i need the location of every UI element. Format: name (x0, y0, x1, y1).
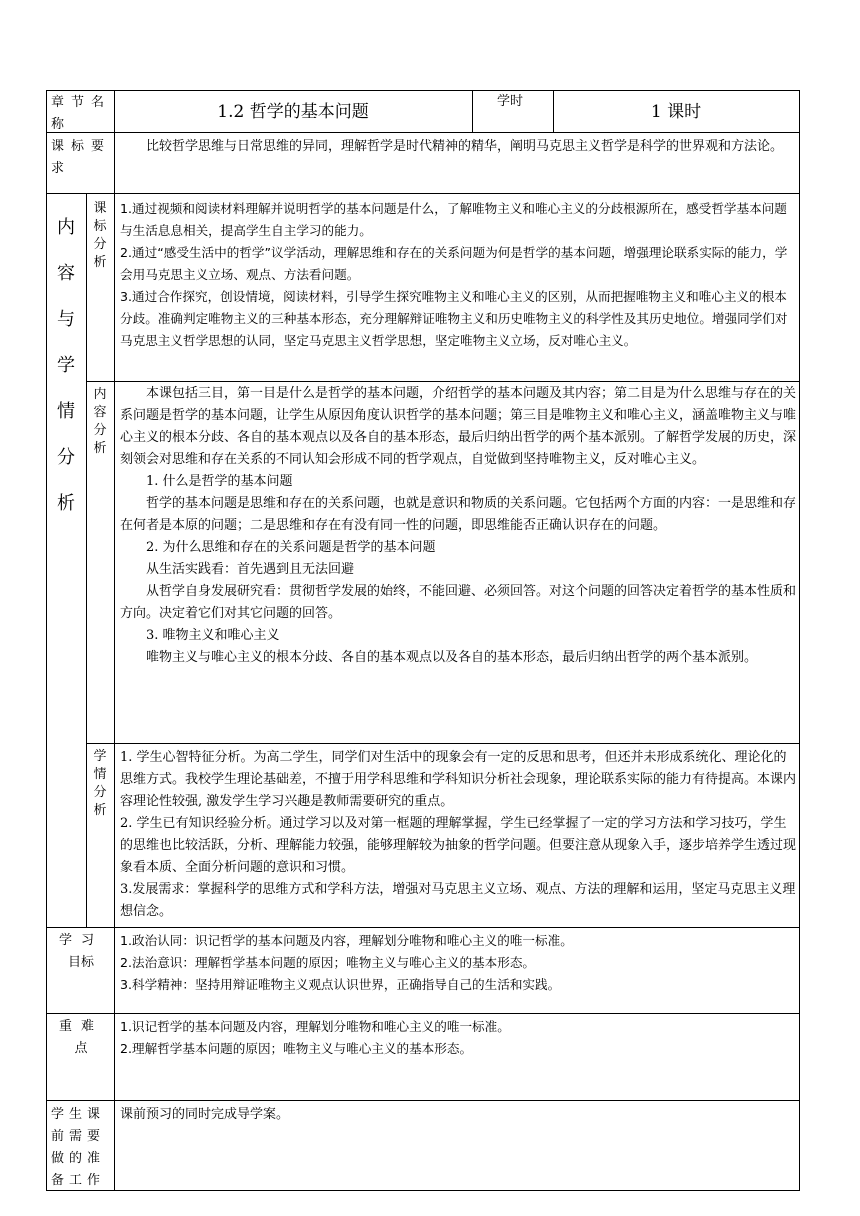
analysis-label-chars (46, 205, 86, 527)
label-char: 情 (57, 401, 75, 422)
goal-item: 2.法治意识：理解哲学基本问题的原因；唯物主义与唯心主义的基本形态。 (120, 955, 536, 970)
students-item: 2. 学生已有知识经验分析。通过学习以及对第一框题的理解掌握，学生已经掌握了一定的学习方法和学习技巧，学生的思维也比较活跃，分析、理解能力较强，能够理解较为抽象的哲学问题。但要注意从现象入手，逐步培养学生透过现象看本质、全面分析问题的意识和习惯。 (120, 816, 797, 875)
curriculum-item: 1.通过视频和阅读材料理解并说明哲学的基本问题是什么，了解唯物主义和唯心主义的分歧根源所在，感受哲学基本问题与生活息息相关，提高学生自主学习的能力。 (120, 201, 787, 238)
content-para-3: 唯物主义与唯心主义的根本分歧、各自的基本观点以及各自的基本形态，最后归纳出哲学的两个基本派别。 (146, 650, 758, 665)
content-heading-2: 2. 为什么思维和存在的关系问题是哲学的基本问题 (146, 540, 436, 555)
curriculum-item: 2.通过“感受生活中的哲学”议学活动，理解思维和存在的关系问题为何是哲学的基本问题，增强理论联系实际的能力，学会用马克思主义立场、观点、方法看问题。 (120, 245, 788, 282)
label-char: 析 (93, 441, 107, 456)
students-item: 3.发展需求：掌握科学的思维方式和学科方法，增强对马克思主义立场、观点、方法的理解和运用，坚定马克思主义理想信念。 (120, 882, 796, 919)
standard-text: 比较哲学思维与日常思维的异同，理解哲学是时代精神的精华，阐明马克思主义哲学是科学的世界观和方法论。 (146, 139, 784, 154)
label-char: 分 (93, 237, 107, 252)
content-heading-3: 3. 唯物主义和唯心主义 (146, 628, 280, 643)
label-char: 学 (57, 355, 75, 376)
curriculum-label (86, 200, 114, 272)
table-border (46, 927, 800, 928)
table-border (86, 743, 800, 744)
table-border (114, 193, 115, 928)
label-char: 与 (57, 309, 75, 330)
table-border (472, 90, 473, 133)
table-border (46, 1100, 800, 1101)
content-para-2a: 从生活实践看：首先遇到且无法回避 (146, 562, 355, 577)
label-char: 分 (57, 447, 75, 468)
students-item: 1. 学生心智特征分析。为高二学生，同学们对生活中的现象会有一定的反思和思考，但还并未形成系统化、理论化的思维方式。我校学生理论基础差，不擅于用学科思维和学科知识分析社会现象，理论联系实际的能力有待提高。本课内容理论性较强, 激发学生学习兴趣是教师需要研究的重点。 (120, 750, 797, 809)
keypoints-text (120, 1016, 796, 1060)
label-char: 容 (93, 405, 107, 420)
goals-label: 学习 目标 (58, 933, 103, 970)
hours-label: 学时 (497, 94, 524, 109)
content-para-1: 哲学的基本问题是思维和存在的关系问题，也就是意识和物质的关系问题。它包括两个方面的内容：一是思维和存在何者是本原的问题；二是思维和存在有没有同一性的问题，即思维能否正确认识存在的问题。 (120, 496, 797, 533)
chapter-title: 1.2 哲学的基本问题 (217, 102, 369, 122)
label-char: 情 (93, 767, 107, 782)
label-char: 析 (93, 803, 107, 818)
table-border (46, 132, 800, 133)
analysis-label (46, 205, 86, 527)
label-char: 分 (93, 785, 107, 800)
content-para-2b: 从哲学自身发展研究看：贯彻哲学发展的始终，不能回避、必须回答。对这个问题的回答决定着哲学的基本性质和方向。决定着它们对其它问题的回答。 (120, 584, 797, 621)
table-border (46, 1013, 800, 1014)
goal-item: 3.科学精神：坚持用辩证唯物主义观点认识世界，正确指导自己的生活和实践。 (120, 977, 561, 992)
label-char: 学 (93, 749, 107, 764)
hours-value: 1 课时 (650, 102, 702, 122)
label-char: 析 (57, 493, 75, 514)
content-intro: 本课包括三目，第一目是什么是哲学的基本问题，介绍哲学的基本问题及其内容；第二目是为什么思维与存在的关系问题是哲学的基本问题，让学生从原因角度认识哲学的基本问题；第三目是唯物主义和唯心主义，涵盖唯物主义与唯心主义的根本分歧、各自的基本观点以及各自的基本形态，最后归纳出哲学的两个基本派别。了解哲学发展的历史，深刻领会对思维和存在关系的不同认知会形成不同的哲学观点，自觉做到坚持唯物主义，反对唯心主义。 (120, 386, 797, 467)
table-border (46, 193, 800, 194)
keypoints-label: 重难 点 (58, 1019, 103, 1056)
keypoint-item: 1.识记哲学的基本问题及内容，理解划分唯物和唯心主义的唯一标准。 (120, 1019, 510, 1034)
students-text (120, 747, 796, 923)
table-border (46, 90, 800, 91)
content-label (86, 386, 114, 458)
table-border (799, 90, 800, 1191)
label-char: 内 (93, 387, 107, 402)
label-char: 课 (93, 201, 107, 216)
students-label (86, 748, 114, 820)
curriculum-item: 3.通过合作探究，创设情境，阅读材料，引导学生探究唯物主义和唯心主义的区别，从而把握唯物主义和唯心主义的根本分歧。准确判定唯物主义的三种基本形态，充分理解辩证唯物主义和历史唯物主义的科学性及其历史地位。增强同学们对马克思主义哲学思想的认同，坚定马克思主义哲学思想，坚定唯物主义立场，反对唯心主义。 (120, 289, 788, 348)
prep-label: 学生课前需要做的准备工作 (51, 1107, 106, 1188)
table-border (114, 927, 115, 1191)
chapter-label: 章节名称 (51, 95, 112, 132)
table-border (86, 381, 800, 382)
goal-item: 1.政治认同：识记哲学的基本问题及内容，理解划分唯物和唯心主义的唯一标准。 (120, 933, 573, 948)
content-heading-1: 1. 什么是哲学的基本问题 (146, 474, 293, 489)
label-char: 析 (93, 255, 107, 270)
label-char: 分 (93, 423, 107, 438)
label-char: 容 (57, 263, 75, 284)
standard-label: 课标要求 (51, 139, 112, 176)
prep-text: 课前预习的同时完成导学案。 (120, 1107, 290, 1122)
label-char: 标 (93, 219, 107, 234)
curriculum-text (120, 198, 796, 352)
table-border (46, 1190, 800, 1191)
goals-text (120, 930, 796, 996)
keypoint-item: 2.理解哲学基本问题的原因；唯物主义与唯心主义的基本形态。 (120, 1041, 473, 1056)
content-text (120, 383, 796, 669)
label-char: 内 (57, 217, 75, 238)
